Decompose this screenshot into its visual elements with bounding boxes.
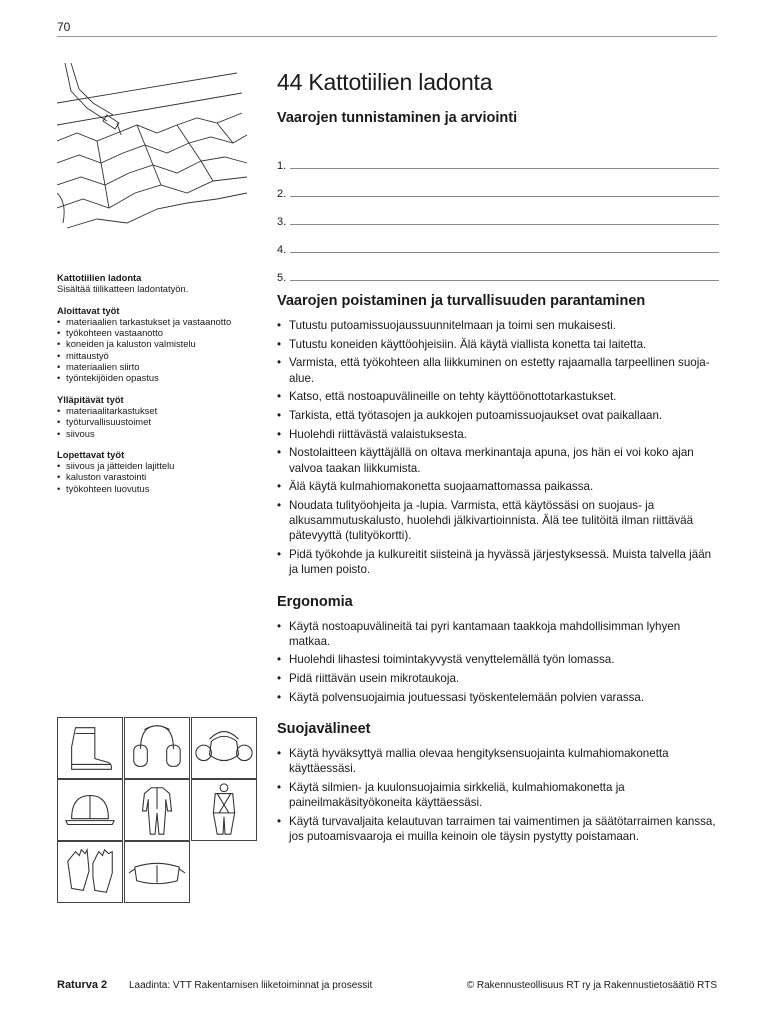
hazard-removal-heading: Vaarojen poistaminen ja turvallisuuden parantaminen — [277, 293, 646, 309]
list-item: • siivous ja jätteiden lajittelu — [57, 460, 272, 471]
list-item: • siivous — [57, 428, 272, 439]
list-item: • Tutustu koneiden käyttöohjeisiin. Älä käytä viallista konetta tai laitetta. — [277, 337, 719, 352]
list-item: • työkohteen luovutus — [57, 483, 272, 494]
coverall-icon — [124, 779, 190, 841]
top-rule — [57, 36, 717, 37]
list-item: • Huolehdi riittävästä valaistuksesta. — [277, 427, 719, 442]
sidebar — [57, 272, 272, 494]
sidebar-title: Kattotiilien ladonta — [57, 272, 142, 283]
list-item: • materiaalien tarkastukset ja vastaanotto — [57, 316, 272, 327]
roof-tiling-illustration — [57, 63, 249, 235]
list-item: • Käytä silmien- ja kuulonsuojaimia sirkkeliä, kulmahiomakonetta ja paineilmakäsityökoneita käyttäessäsi. — [277, 780, 719, 810]
list-item: • Pidä riittävän usein mikrotaukoja. — [277, 671, 719, 686]
footer-credit: Laadinta: VTT Rakentamisen liiketoiminnat ja prosessit — [129, 980, 373, 991]
list-item: • Käytä nostoapuvälineitä tai pyri kantamaan taakkoja mahdollisimman lyhyen matkaa. — [277, 619, 719, 649]
blank-line-number: 4. — [277, 244, 287, 256]
respirator-icon — [191, 717, 257, 779]
safety-goggles-icon — [124, 841, 190, 903]
hazard-heading: Vaarojen tunnistaminen ja arviointi — [277, 110, 518, 126]
list-item: • kaluston varastointi — [57, 471, 272, 482]
sidebar-section-heading: Aloittavat työt — [57, 304, 120, 316]
work-gloves-icon — [57, 841, 123, 903]
safety-boot-icon — [57, 717, 123, 779]
list-item: • Käytä hyväksyttyä mallia olevaa hengityksensuojainta kulmahiomakonetta käyttäessäsi. — [277, 746, 719, 776]
ear-protector-icon — [124, 717, 190, 779]
sidebar-section-finishing — [57, 449, 272, 494]
ergonomics-heading: Ergonomia — [277, 593, 353, 610]
list-item: • työkohteen vastaanotto — [57, 327, 272, 338]
ppe-heading: Suojavälineet — [277, 721, 371, 738]
footer-copyright: © Rakennusteollisuus RT ry ja Rakennustietosäätiö RTS — [466, 980, 717, 991]
hazard-blank-lines — [277, 144, 719, 284]
main-content — [277, 66, 719, 848]
safety-harness-icon — [191, 779, 257, 841]
blank-line[interactable] — [277, 256, 719, 284]
list-item: • Tarkista, että työtasojen ja aukkojen putoamissuojaukset ovat paikallaan. — [277, 408, 719, 423]
sidebar-section-starting — [57, 305, 272, 384]
blank-line[interactable] — [277, 172, 719, 200]
list-item: • Käytä polvensuojaimia joutuessasi työskentelemään polvien varassa. — [277, 690, 719, 705]
list-item: • Käytä turvavaljaita kelautuvan tarraimen tai vaimentimen ja säätötarraimen kanssa, jos putoamisvaaroja ei muilla keinoin ole täysin pystytty poistamaan. — [277, 814, 719, 844]
page-footer — [57, 980, 717, 994]
list-item: • Nostolaitteen käyttäjällä on oltava merkinantaja apuna, jos hän ei voi koko ajan valvoa taakan liikkumista. — [277, 445, 719, 475]
list-item: • Noudata tulityöohjeita ja -lupia. Varmista, että käytössäsi on suojaus- ja alkusammutuskalusto, huolehdi jälkivartioinnista. Älä tee tulitöitä ilman riittävää pätevyyttä (tulityökortti). — [277, 498, 719, 544]
footer-brand: Raturva 2 — [57, 979, 108, 991]
hard-hat-icon — [57, 779, 123, 841]
list-item: • Huolehdi lihastesi toimintakyvystä venyttelemällä työn lomassa. — [277, 652, 719, 667]
list-item: • työntekijöiden opastus — [57, 372, 272, 383]
list-item: • Älä käytä kulmahiomakonetta suojaamattomassa paikassa. — [277, 479, 719, 494]
blank-line[interactable] — [277, 200, 719, 228]
sidebar-section-maintaining — [57, 394, 272, 439]
list-item: • Pidä työkohde ja kulkureitit siisteinä ja hyvässä järjestyksessä. Muista talvella jään ja lumen poisto. — [277, 547, 719, 577]
list-item: • mittaustyö — [57, 350, 272, 361]
sidebar-section-heading: Lopettavat työt — [57, 448, 125, 460]
sidebar-section-heading: Ylläpitävät työt — [57, 393, 124, 405]
hazard-removal-list — [277, 318, 719, 578]
blank-line[interactable] — [277, 228, 719, 256]
list-item: • koneiden ja kaluston valmistelu — [57, 338, 272, 349]
blank-line-number: 1. — [277, 160, 287, 172]
blank-line[interactable] — [277, 144, 719, 172]
blank-line-number: 5. — [277, 272, 287, 284]
ppe-pictogram-grid — [57, 717, 259, 903]
ergonomics-list — [277, 619, 719, 706]
page-title: 44 Kattotiilien ladonta — [277, 69, 493, 95]
sidebar-description: Sisältää tiilikatteen ladontatyön. — [57, 283, 189, 295]
page-number: 70 — [57, 20, 71, 34]
roof-tiling-drawing — [57, 63, 249, 235]
list-item: • Varmista, että työkohteen alla liikkuminen on estetty rajaamalla tarpeellinen suoja-alue. — [277, 355, 719, 385]
blank-line-number: 2. — [277, 188, 287, 200]
list-item: • työturvallisuustoimet — [57, 416, 272, 427]
ppe-list — [277, 746, 719, 844]
blank-line-number: 3. — [277, 216, 287, 228]
list-item: • Katso, että nostoapuvälineille on tehty käyttöönottotarkastukset. — [277, 389, 719, 404]
list-item: • Tutustu putoamissuojaussuunnitelmaan ja toimi sen mukaisesti. — [277, 318, 719, 333]
list-item: • materiaalien siirto — [57, 361, 272, 372]
list-item: • materiaalitarkastukset — [57, 405, 272, 416]
